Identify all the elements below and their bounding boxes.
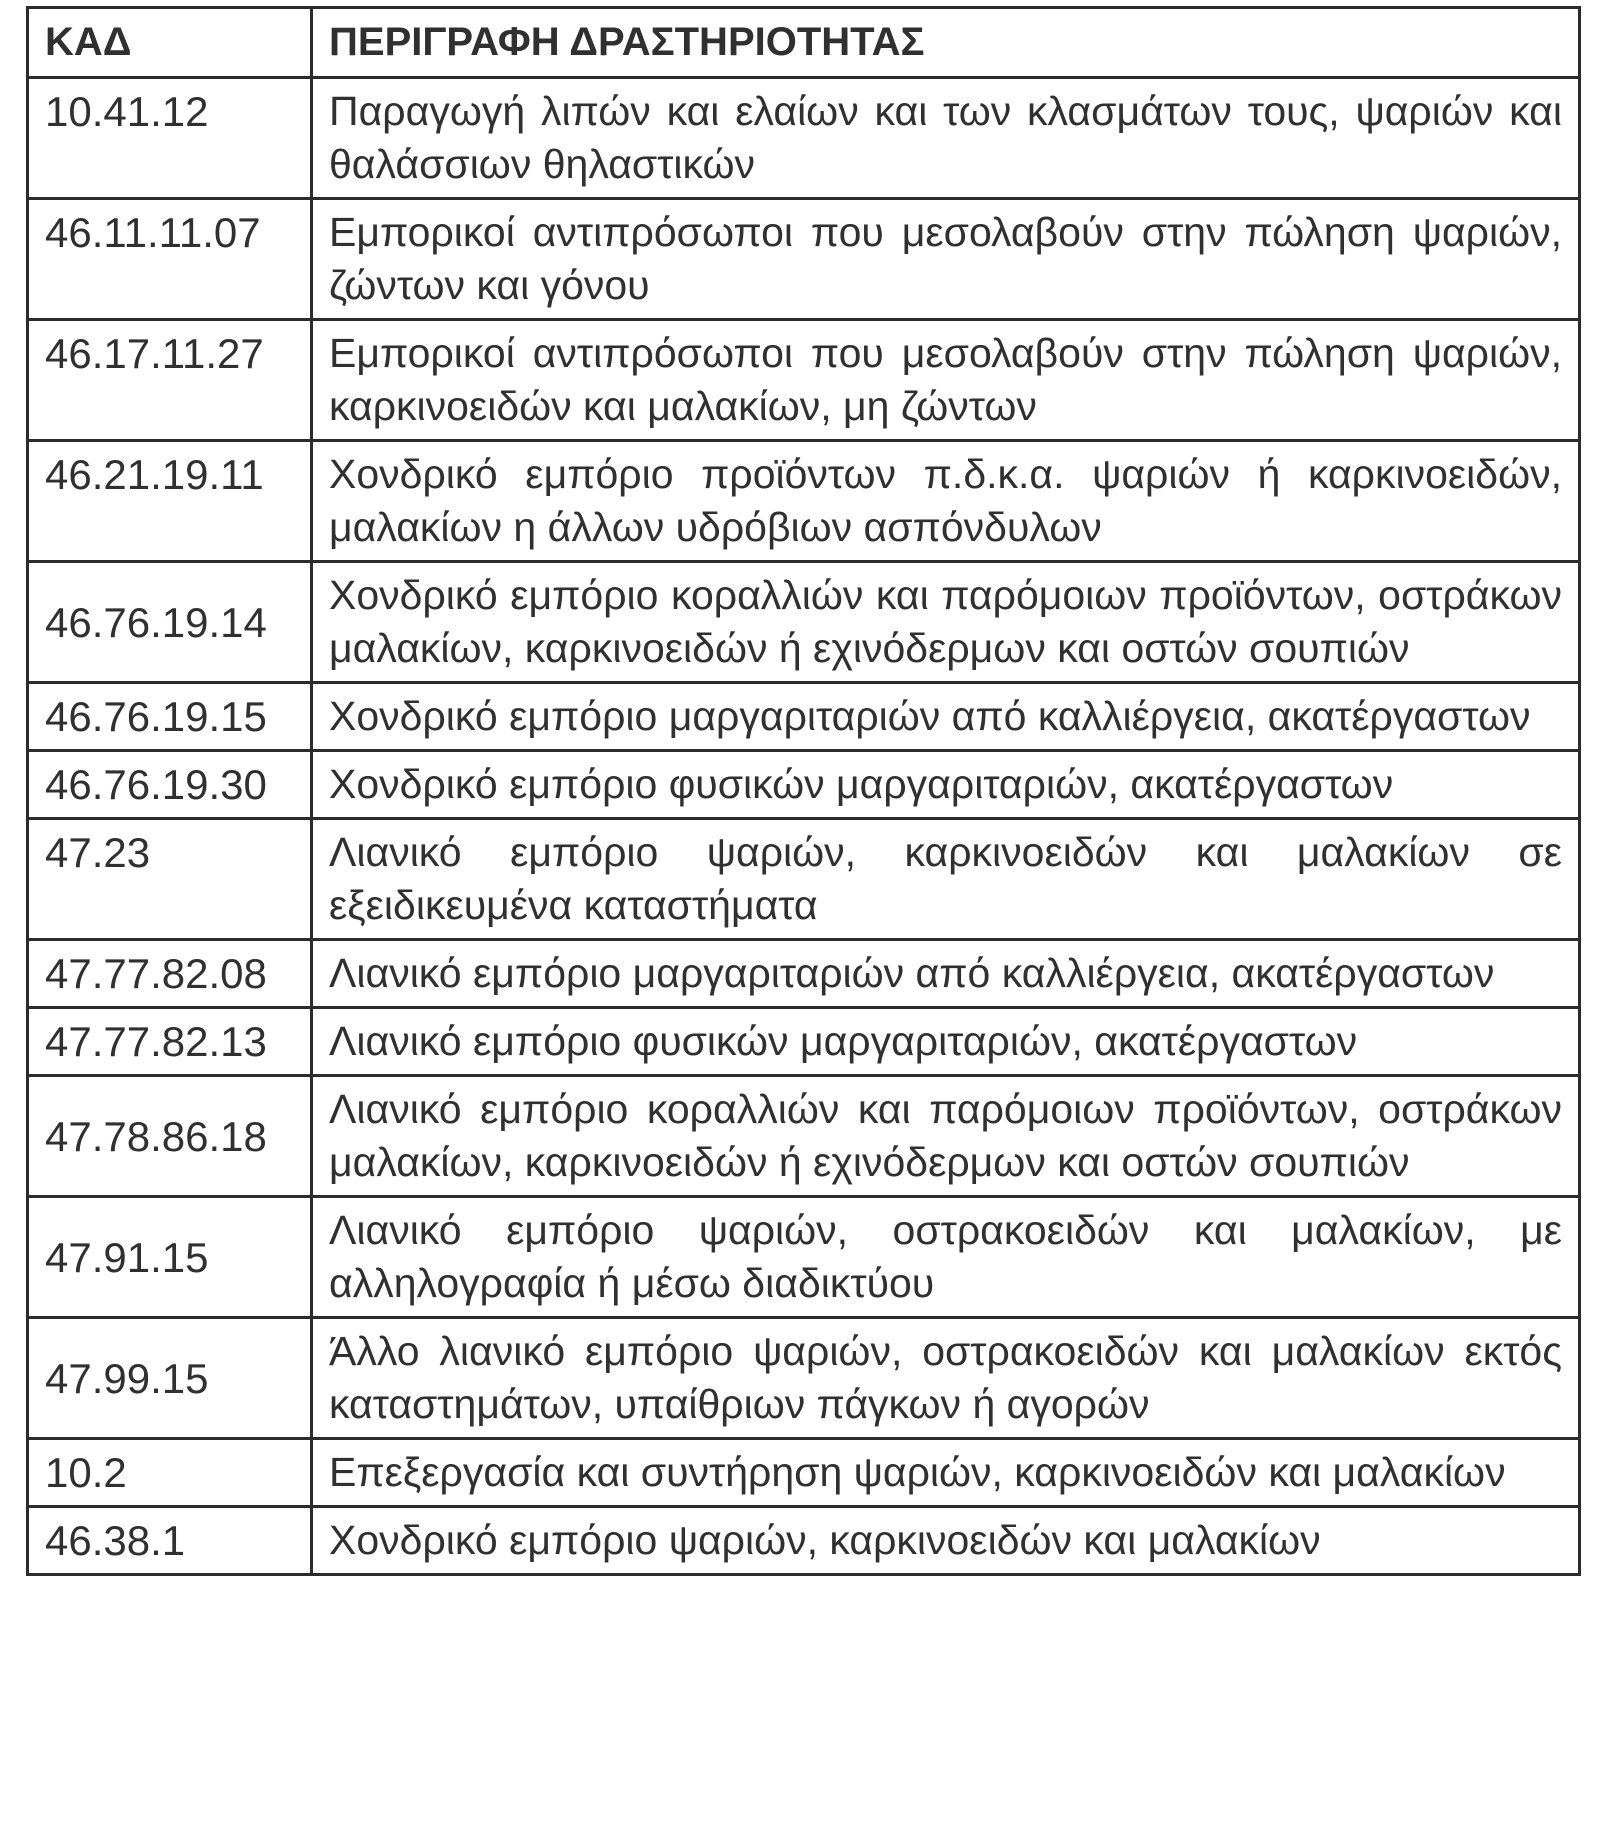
kad-code-cell: 47.77.82.08 [28, 940, 312, 1008]
description-cell: Άλλο λιανικό εμπόριο ψαριών, οστρακοειδών και μαλακίων εκτός καταστημάτων, υπαίθριων πάγκων ή αγορών [312, 1318, 1580, 1439]
kad-code-cell: 47.77.82.13 [28, 1008, 312, 1076]
table-row [28, 78, 1580, 199]
table-header-row [28, 8, 1580, 78]
kad-code-cell: 46.38.1 [28, 1507, 312, 1575]
description-cell: Λιανικό εμπόριο ψαριών, οστρακοειδών και μαλακίων, με αλληλογραφία ή μέσω διαδικτύου [312, 1197, 1580, 1318]
table-row [28, 441, 1580, 562]
table-row [28, 1318, 1580, 1439]
table-row [28, 940, 1580, 1008]
kad-code-cell: 46.76.19.14 [28, 562, 312, 683]
kad-code-cell: 10.41.12 [28, 78, 312, 199]
description-cell: Επεξεργασία και συντήρηση ψαριών, καρκινοειδών και μαλακίων [312, 1439, 1580, 1507]
table-row [28, 683, 1580, 751]
kad-code-cell: 46.11.11.07 [28, 199, 312, 320]
description-cell: Λιανικό εμπόριο φυσικών μαργαριταριών, ακατέργαστων [312, 1008, 1580, 1076]
kad-code-cell: 47.78.86.18 [28, 1076, 312, 1197]
description-cell: Εμπορικοί αντιπρόσωποι που μεσολαβούν στην πώληση ψαριών, ζώντων και γόνου [312, 199, 1580, 320]
kad-code-cell: 46.76.19.30 [28, 751, 312, 819]
table-row [28, 1507, 1580, 1575]
description-cell: Παραγωγή λιπών και ελαίων και των κλασμάτων τους, ψαριών και θαλάσσιων θηλαστικών [312, 78, 1580, 199]
description-cell: Λιανικό εμπόριο κοραλλιών και παρόμοιων προϊόντων, οστράκων μαλακίων, καρκινοειδών ή εχινόδερμων και οστών σουπιών [312, 1076, 1580, 1197]
table-row [28, 320, 1580, 441]
table-row [28, 1439, 1580, 1507]
description-cell: Χονδρικό εμπόριο κοραλλιών και παρόμοιων προϊόντων, οστράκων μαλακίων, καρκινοειδών ή εχινόδερμων και οστών σουπιών [312, 562, 1580, 683]
kad-code-cell: 46.17.11.27 [28, 320, 312, 441]
kad-code-cell: 47.23 [28, 819, 312, 940]
kad-code-cell: 47.91.15 [28, 1197, 312, 1318]
kad-code-cell: 47.99.15 [28, 1318, 312, 1439]
header-code: ΚΑΔ [28, 8, 312, 78]
table-row [28, 1076, 1580, 1197]
table-row [28, 1008, 1580, 1076]
description-cell: Λιανικό εμπόριο ψαριών, καρκινοειδών και μαλακίων σε εξειδικευμένα καταστήματα [312, 819, 1580, 940]
description-cell: Χονδρικό εμπόριο φυσικών μαργαριταριών, ακατέργαστων [312, 751, 1580, 819]
kad-code-cell: 10.2 [28, 1439, 312, 1507]
description-cell: Λιανικό εμπόριο μαργαριταριών από καλλιέργεια, ακατέργαστων [312, 940, 1580, 1008]
description-cell: Χονδρικό εμπόριο ψαριών, καρκινοειδών και μαλακίων [312, 1507, 1580, 1575]
table-row [28, 199, 1580, 320]
table-row [28, 562, 1580, 683]
activity-codes-table [26, 6, 1581, 1576]
description-cell: Εμπορικοί αντιπρόσωποι που μεσολαβούν στην πώληση ψαριών, καρκινοειδών και μαλακίων, μη ζώντων [312, 320, 1580, 441]
description-cell: Χονδρικό εμπόριο προϊόντων π.δ.κ.α. ψαριών ή καρκινοειδών, μαλακίων η άλλων υδρόβιων ασπόνδυλων [312, 441, 1580, 562]
table-row [28, 819, 1580, 940]
document-page [26, 6, 1578, 1576]
header-description: ΠΕΡΙΓΡΑΦΗ ΔΡΑΣΤΗΡΙΟΤΗΤΑΣ [312, 8, 1580, 78]
table-row [28, 1197, 1580, 1318]
description-cell: Χονδρικό εμπόριο μαργαριταριών από καλλιέργεια, ακατέργαστων [312, 683, 1580, 751]
table-row [28, 751, 1580, 819]
kad-code-cell: 46.76.19.15 [28, 683, 312, 751]
kad-code-cell: 46.21.19.11 [28, 441, 312, 562]
